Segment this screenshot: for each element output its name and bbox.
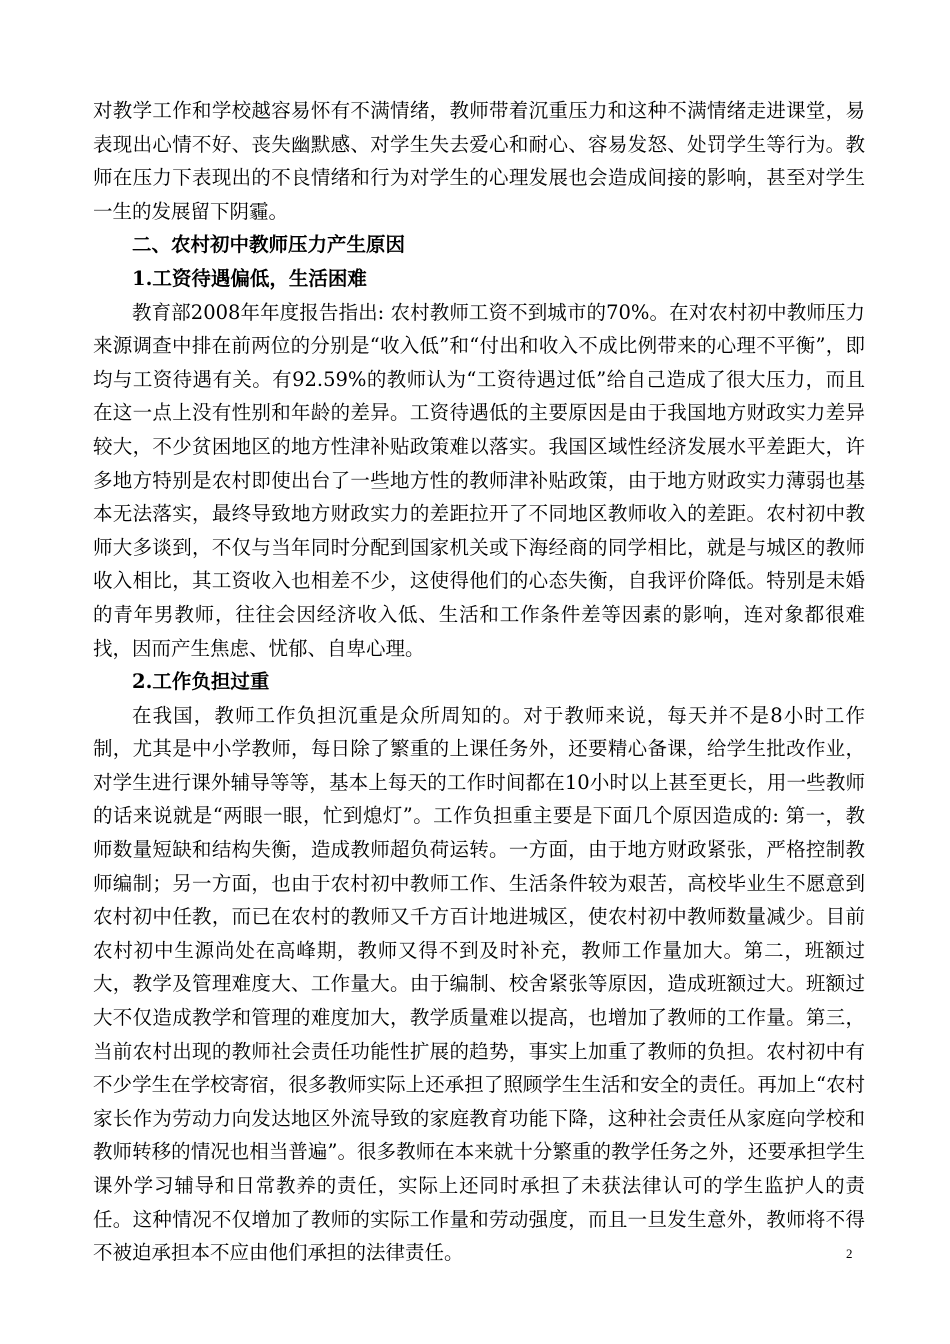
paragraph-workload: 在我国，教师工作负担沉重是众所周知的。对于教师来说，每天并不是8小时工作制，尤其是中小学教师，每日除了繁重的上课任务外，还要精心备课，给学生批改作业，对学生进行课外辅导等等，基本上每天的工作时间都在10小时以上甚至更长，用一些教师的话来说就是“两眼一眼，忙到熄灯”。工作负担重主要是下面几个原因造成的: 第一，教师数量短缺和结构失衡，造成教师超负荷运转。一方面，由于地方财政紧张，严格控制教师编制；另一方面，也由于农村初中教师工作、生活条件较为艰苦，高校毕业生不愿意到农村初中任教，而已在农村的教师又千方百计地进城区，使农村初中教师数量减少。目前农村初中生源尚处在高峰期，教师又得不到及时补充，教师工作量加大。第二，班额过大，教学及管理难度大、工作量大。由于编制、校舍紧张等原因，造成班额过大。班额过大不仅造成教学和管理的难度加大，教学质量难以提高，也增加了教师的工作量。第三，当前农村出现的教师社会责任功能性扩展的趋势，事实上加重了教师的负担。农村初中有不少学生在学校寄宿，很多教师实际上还承担了照顾学生生活和安全的责任。再加上“农村家长作为劳动力向发达地区外流导致的家庭教育功能下降，这种社会责任从家庭向学校和教师转移的情况也相当普遍”。很多教师在本来就十分繁重的教学任务之外，还要承担学生课外学习辅导和日常教养的责任，实际上还同时承担了未获法律认可的学生监护人的责任。这种情况不仅增加了教师的实际工作量和劳动强度，而且一旦发生意外，教师将不得不被迫承担本不应由他们承担的法律责任。	[93, 703, 865, 1265]
section-heading: 二、农村初中教师压力产生原因	[132, 233, 406, 257]
subsection-heading-workload: 2.工作负担过重	[132, 670, 270, 694]
paragraph-continuation: 对教学工作和学校越容易怀有不满情绪，教师带着沉重压力和这种不满情绪走进课堂，易表现出心情不好、丧失幽默感、对学生失去爱心和耐心、容易发怒、处罚学生等行为。教师在压力下表现出的不良情绪和行为对学生的心理发展也会造成间接的影响，甚至对学生一生的发展留下阴霾。	[93, 99, 865, 223]
page-number: 2	[846, 1246, 853, 1261]
subsection-heading-salary: 1.工资待遇偏低，生活困难	[132, 266, 367, 290]
paragraph-salary: 教育部2008年年度报告指出: 农村教师工资不到城市的70%。在对农村初中教师压力来源调查中排在前两位的分别是“收入低”和“付出和收入不成比例带来的心理不平衡”，即均与工资待遇有关。有92.59%的教师认为“工资待遇过低”给自己造成了很大压力，而且在这一点上没有性别和年龄的差异。工资待遇低的主要原因是由于我国地方财政实力差异较大，不少贫困地区的地方性津补贴政策难以落实。我国区域性经济发展水平差距大，许多地方特别是农村即使出台了一些地方性的教师津补贴政策，由于地方财政实力薄弱也基本无法落实，最终导致地方财政实力的差距拉开了不同地区教师收入的差距。农村初中教师大多谈到，不仅与当年同时分配到国家机关或下海经商的同学相比，就是与城区的教师收入相比，其工资收入也相差不少，这使得他们的心态失衡，自我评价降低。特别是未婚的青年男教师，往往会因经济收入低、生活和工作条件差等因素的影响，连对象都很难找，因而产生焦虑、忧郁、自卑心理。	[93, 300, 865, 660]
document-body	[93, 94, 865, 1270]
